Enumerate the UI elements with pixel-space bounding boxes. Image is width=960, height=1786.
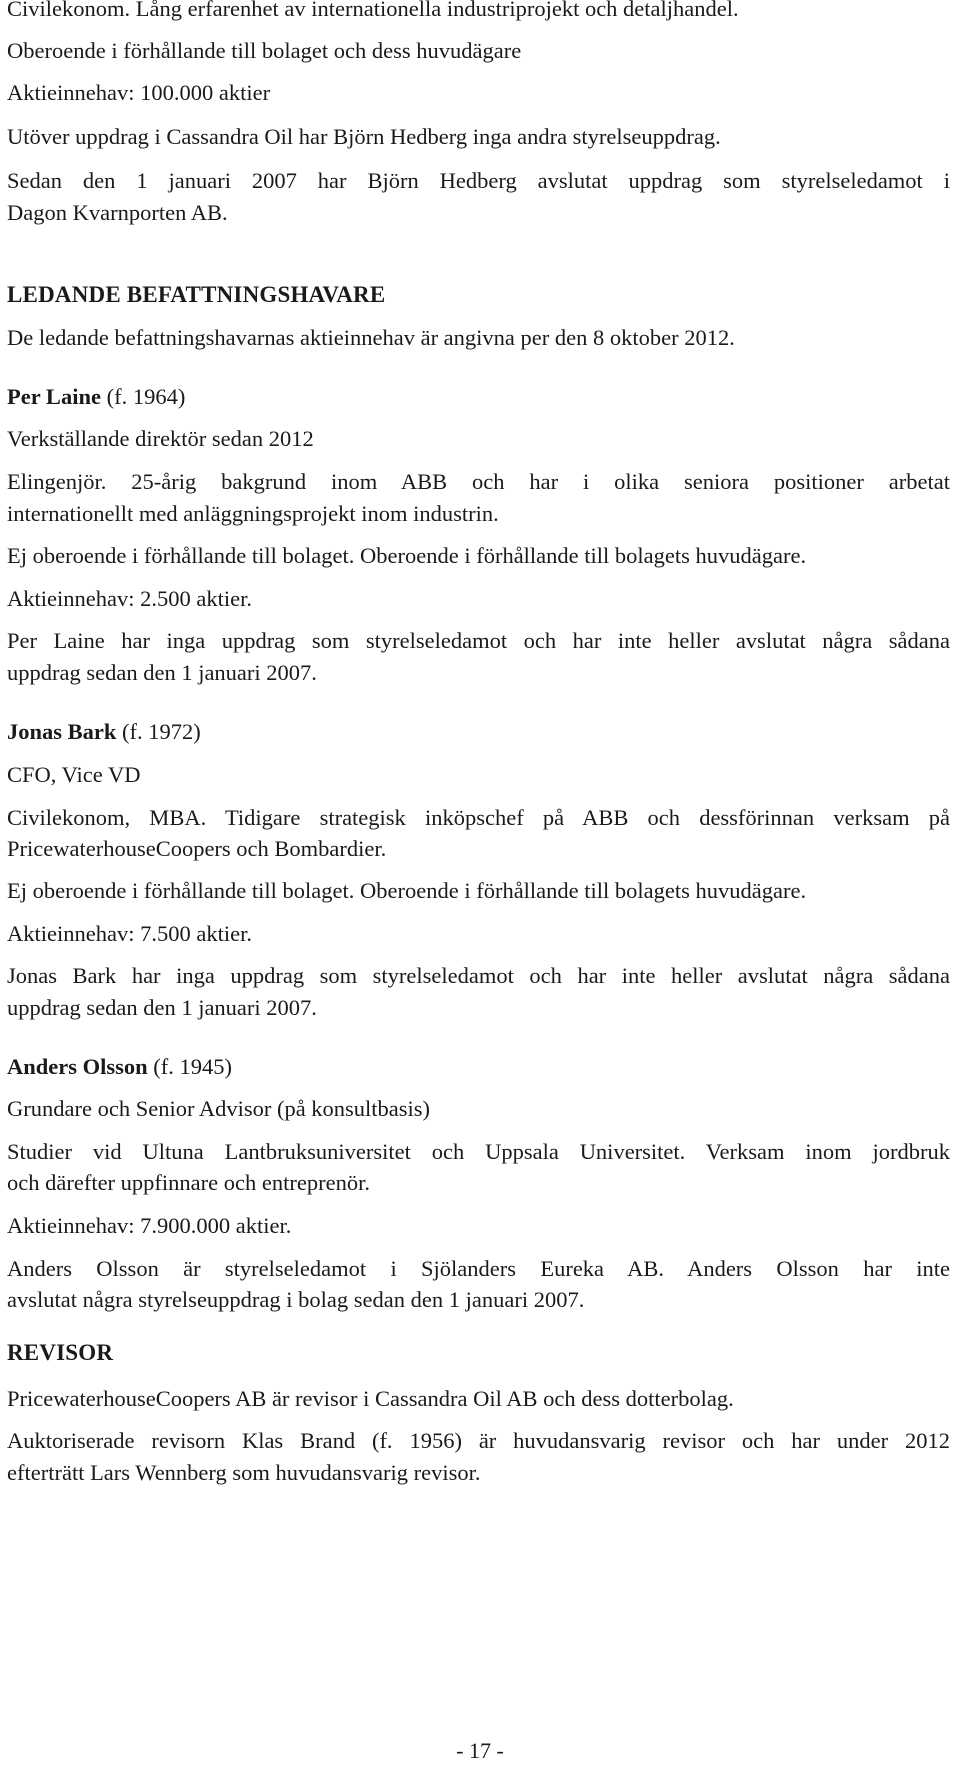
person-holding: Aktieinnehav: 7.900.000 aktier. [7,1213,292,1238]
person-name: Per Laine [7,384,101,409]
intro-line-3: Aktieinnehav: 100.000 aktier [7,80,271,105]
person-born: (f. 1972) [116,719,201,744]
intro-line-5b: Dagon Kvarnporten AB. [7,200,228,225]
person-background-b: internationellt med anläggningsprojekt inom industrin. [7,501,499,526]
person-background-b: och därefter uppfinnare och entreprenör. [7,1170,370,1195]
person-other-b: uppdrag sedan den 1 januari 2007. [7,660,317,685]
person-born: (f. 1945) [147,1054,233,1079]
person-other-a: Per Laine har inga uppdrag som styrelseledamot och har inte heller avslutat några sådana [7,628,950,653]
person-heading [7,717,201,747]
auditor-line-2a: Auktoriserade revisorn Klas Brand (f. 1956) är huvudansvarig revisor och har under 2012 [7,1428,950,1453]
person-name: Jonas Bark [7,719,117,744]
person-background-b: PricewaterhouseCoopers och Bombardier. [7,836,387,861]
person-role: Grundare och Senior Advisor (på konsultbasis) [7,1096,431,1121]
person-background-a: Studier vid Ultuna Lantbruksuniversitet och Uppsala Universitet. Verksam inom jordbruk [7,1139,950,1164]
person-holding: Aktieinnehav: 2.500 aktier. [7,586,252,611]
person-other-b: avslutat några styrelseuppdrag i bolag sedan den 1 januari 2007. [7,1287,585,1312]
person-heading [7,1052,232,1082]
intro-line-2: Oberoende i förhållande till bolaget och dess huvudägare [7,38,522,63]
person-other-a: Jonas Bark har inga uppdrag som styrelseledamot och har inte heller avslutat några sådana [7,963,950,988]
person-name: Anders Olsson [7,1054,148,1079]
person-independence: Ej oberoende i förhållande till bolaget. Oberoende i förhållande till bolagets huvudägare. [7,543,807,568]
person-heading [7,382,185,412]
person-born: (f. 1964) [100,384,186,409]
intro-line-4: Utöver uppdrag i Cassandra Oil har Björn Hedberg inga andra styrelseuppdrag. [7,124,721,149]
auditor-line-2b: efterträtt Lars Wennberg som huvudansvarig revisor. [7,1460,481,1485]
person-holding: Aktieinnehav: 7.500 aktier. [7,921,252,946]
management-intro: De ledande befattningshavarnas aktieinnehav är angivna per den 8 oktober 2012. [7,325,735,350]
page-number: - 17 - [456,1738,504,1763]
person-independence: Ej oberoende i förhållande till bolaget. Oberoende i förhållande till bolagets huvudägare. [7,878,807,903]
section-heading-management: LEDANDE BEFATTNINGSHAVARE [7,282,386,307]
auditor-line-1: PricewaterhouseCoopers AB är revisor i Cassandra Oil AB och dess dotterbolag. [7,1386,734,1411]
person-role: Verkställande direktör sedan 2012 [7,426,314,451]
person-background-a: Civilekonom, MBA. Tidigare strategisk inköpschef på ABB och dessförinnan verksam på [7,805,950,830]
person-other-b: uppdrag sedan den 1 januari 2007. [7,995,317,1020]
section-heading-auditor: REVISOR [7,1340,114,1365]
person-background-a: Elingenjör. 25-årig bakgrund inom ABB och har i olika seniora positioner arbetat [7,469,950,494]
person-role: CFO, Vice VD [7,762,141,787]
intro-line-5a: Sedan den 1 januari 2007 har Björn Hedberg avslutat uppdrag som styrelseledamot i [7,168,950,193]
person-other-a: Anders Olsson är styrelseledamot i Sjölanders Eureka AB. Anders Olsson har inte [7,1256,950,1281]
intro-line-1: Civilekonom. Lång erfarenhet av internationella industriprojekt och detaljhandel. [7,0,739,21]
